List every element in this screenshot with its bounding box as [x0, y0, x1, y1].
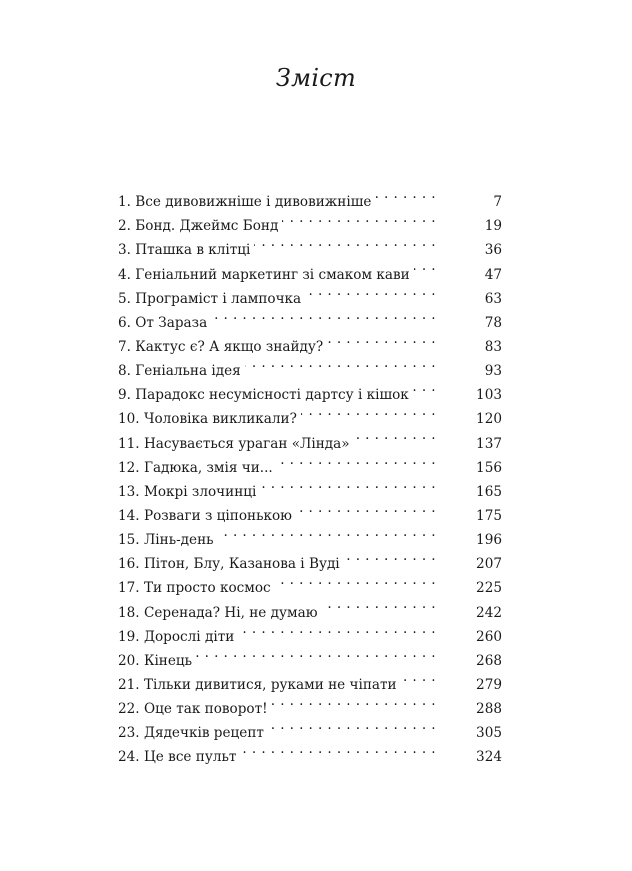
toc-entry-page: 207	[476, 556, 502, 573]
dot-leader	[240, 737, 464, 761]
dot-leader	[218, 520, 464, 544]
dot-leader	[238, 617, 464, 641]
toc-entry-title: 11. Насувається ураган «Лінда»	[118, 435, 350, 452]
dot-leader	[327, 327, 464, 351]
toc-entry-page: 260	[476, 628, 502, 645]
dot-leader	[211, 303, 464, 327]
toc-entry-title: 9. Парадокс несумісності дартсу і кішок	[118, 387, 409, 404]
toc-entry-title: 12. Гадюка, змія чи...	[118, 459, 273, 476]
dot-leader	[296, 496, 464, 520]
toc-entry-title: 14. Розваги з ціпонькою	[118, 507, 292, 524]
dot-leader	[254, 230, 464, 254]
dot-leader	[305, 279, 464, 303]
toc-entry-title: 19. Дорослі діти	[118, 628, 235, 645]
dot-leader	[275, 568, 464, 592]
toc-entry-page: 288	[476, 701, 502, 718]
dot-leader	[282, 206, 464, 230]
toc-entry-page: 19	[484, 218, 502, 235]
dot-leader	[344, 544, 464, 568]
toc-entry-page: 93	[484, 363, 502, 380]
toc-entry-page: 305	[476, 725, 502, 742]
toc-entry-page: 120	[476, 411, 502, 428]
toc-entry-page: 47	[484, 266, 502, 283]
toc-entry-page: 63	[484, 290, 502, 307]
dot-leader	[272, 689, 464, 713]
dot-leader	[413, 375, 464, 399]
toc-entry-title: 17. Ти просто космос	[118, 580, 271, 597]
toc-entry-title: 4. Геніальний маркетинг зі смаком кави	[118, 266, 410, 283]
toc-entry-page: 36	[484, 242, 502, 259]
toc-entry-page: 156	[476, 459, 502, 476]
toc-entry-title: 1. Все дивовижніше і дивовижніше	[118, 194, 372, 211]
toc-entry-page: 175	[476, 507, 502, 524]
toc-entry-page: 83	[484, 338, 502, 355]
toc-entry-page: 242	[476, 604, 502, 621]
dot-leader	[260, 472, 464, 496]
toc-entry	[118, 182, 502, 211]
dot-leader	[277, 448, 464, 472]
dot-leader	[375, 182, 464, 206]
toc-entry-title: 24. Це все пульт	[118, 749, 237, 766]
toc-entry-title: 10. Чоловіка викликали?	[118, 411, 297, 428]
toc-entry-page: 268	[476, 652, 502, 669]
toc-entry-title: 7. Кактус є? А якщо знайду?	[118, 338, 324, 355]
toc-entry-page: 103	[476, 387, 502, 404]
toc-entry-title: 13. Мокрі злочинці	[118, 483, 257, 500]
toc-entry-page: 137	[476, 435, 502, 452]
toc-entry-title: 16. Пітон, Блу, Казанова і Вуді	[118, 556, 340, 573]
dot-leader	[268, 713, 464, 737]
toc-entry-page: 225	[476, 580, 502, 597]
page-title: Зміст	[275, 64, 357, 92]
toc-entry-title: 3. Пташка в клітці	[118, 242, 251, 259]
toc-entry-title: 15. Лінь-день	[118, 532, 214, 549]
toc-entry-title: 22. Оце так поворот!	[118, 701, 268, 718]
toc-entry-page: 78	[484, 314, 502, 331]
toc-entry-title: 23. Дядечків рецепт	[118, 725, 264, 742]
dot-leader	[414, 254, 464, 278]
dot-leader	[196, 641, 464, 665]
table-of-contents	[118, 182, 502, 766]
toc-entry-title: 18. Серенада? Ні, не думаю	[118, 604, 318, 621]
toc-entry-page: 324	[476, 749, 502, 766]
toc-entry-title: 8. Геніальна ідея	[118, 363, 241, 380]
dot-leader	[401, 665, 464, 689]
dot-leader	[301, 399, 464, 423]
dot-leader	[322, 592, 464, 616]
toc-entry-page: 279	[476, 676, 502, 693]
toc-entry-page: 165	[476, 483, 502, 500]
toc-entry-title: 2. Бонд. Джеймс Бонд	[118, 218, 279, 235]
toc-entry-page: 196	[476, 532, 502, 549]
dot-leader	[354, 423, 464, 447]
toc-entry-title: 5. Програміст і лампочка	[118, 290, 302, 307]
toc-entry-page: 7	[493, 194, 502, 211]
toc-entry-title: 20. Кінець	[118, 652, 193, 669]
toc-entry-title: 21. Тільки дивитися, руками не чіпати	[118, 676, 397, 693]
toc-entry-title: 6. От Зараза	[118, 314, 208, 331]
dot-leader	[245, 351, 464, 375]
